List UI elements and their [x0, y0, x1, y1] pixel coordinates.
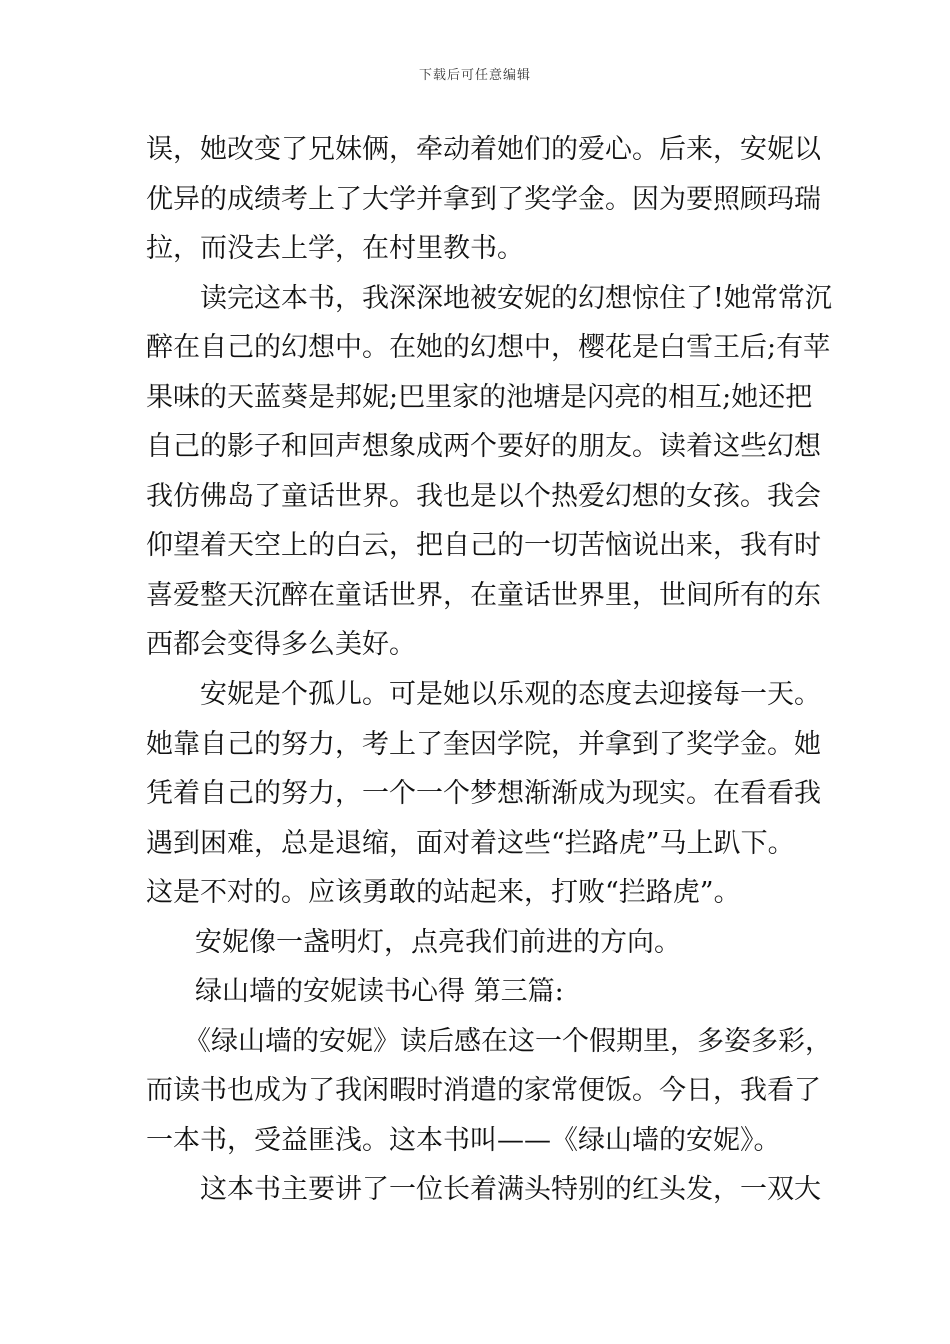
page-header: 下载后可任意编辑 [418, 68, 531, 83]
text-line: 我仿佛岛了童话世界。我也是以个热爱幻想的女孩。我会 [146, 481, 821, 512]
paragraph-first-line: 读完这本书，我深深地被安妮的幻想惊住了!她常常沉 [200, 283, 832, 314]
text-line: 优异的成绩考上了大学并拿到了奖学金。因为要照顾玛瑞 [146, 184, 821, 215]
text-line: 误，她改变了兄妹俩，牵动着她们的爱心。后来，安妮以 [146, 134, 821, 165]
text-line: 她靠自己的努力，考上了奎因学院，并拿到了奖学金。她 [146, 729, 821, 760]
text-line: 醉在自己的幻想中。在她的幻想中，樱花是白雪王后;有苹 [146, 332, 831, 363]
paragraph-first-line: 安妮像一盏明灯，点亮我们前进的方向。 [195, 927, 681, 958]
text-line: 拉，而没去上学，在村里教书。 [146, 233, 524, 264]
text-line: 而读书也成为了我闲暇时消遣的家常便饭。今日，我看了 [146, 1075, 821, 1106]
text-line: 遇到困难，总是退缩，面对着这些“拦路虎”马上趴下。 [146, 828, 795, 859]
text-line: 西都会变得多么美好。 [146, 629, 416, 660]
text-line: 这是不对的。应该勇敢的站起来，打败“拦路虎”。 [146, 877, 741, 908]
text-line: 一本书，受益匪浅。这本书叫——《绿山墙的安妮》。 [146, 1125, 781, 1156]
paragraph-first-line: 这本书主要讲了一位长着满头特别的红头发，一双大 [200, 1174, 821, 1205]
text-line: 仰望着天空上的白云，把自己的一切苦恼说出来，我有时 [146, 530, 821, 561]
text-line: 果味的天蓝葵是邦妮;巴里家的池塘是闪亮的相互;她还把 [146, 382, 813, 413]
paragraph-first-line: 安妮是个孤儿。可是她以乐观的态度去迎接每一天。 [200, 679, 821, 710]
text-line: 自己的影子和回声想象成两个要好的朋友。读着这些幻想 [146, 431, 821, 462]
paragraph-first-line: 《绿山墙的安妮》读后感在这一个假期里，多姿多彩， [184, 1026, 832, 1057]
text-line: 凭着自己的努力，一个一个梦想渐渐成为现实。在看看我 [146, 778, 821, 809]
text-line: 喜爱整天沉醉在童话世界，在童话世界里，世间所有的东 [146, 580, 821, 611]
section-heading: 绿山墙的安妮读书心得 第三篇: [195, 976, 564, 1007]
